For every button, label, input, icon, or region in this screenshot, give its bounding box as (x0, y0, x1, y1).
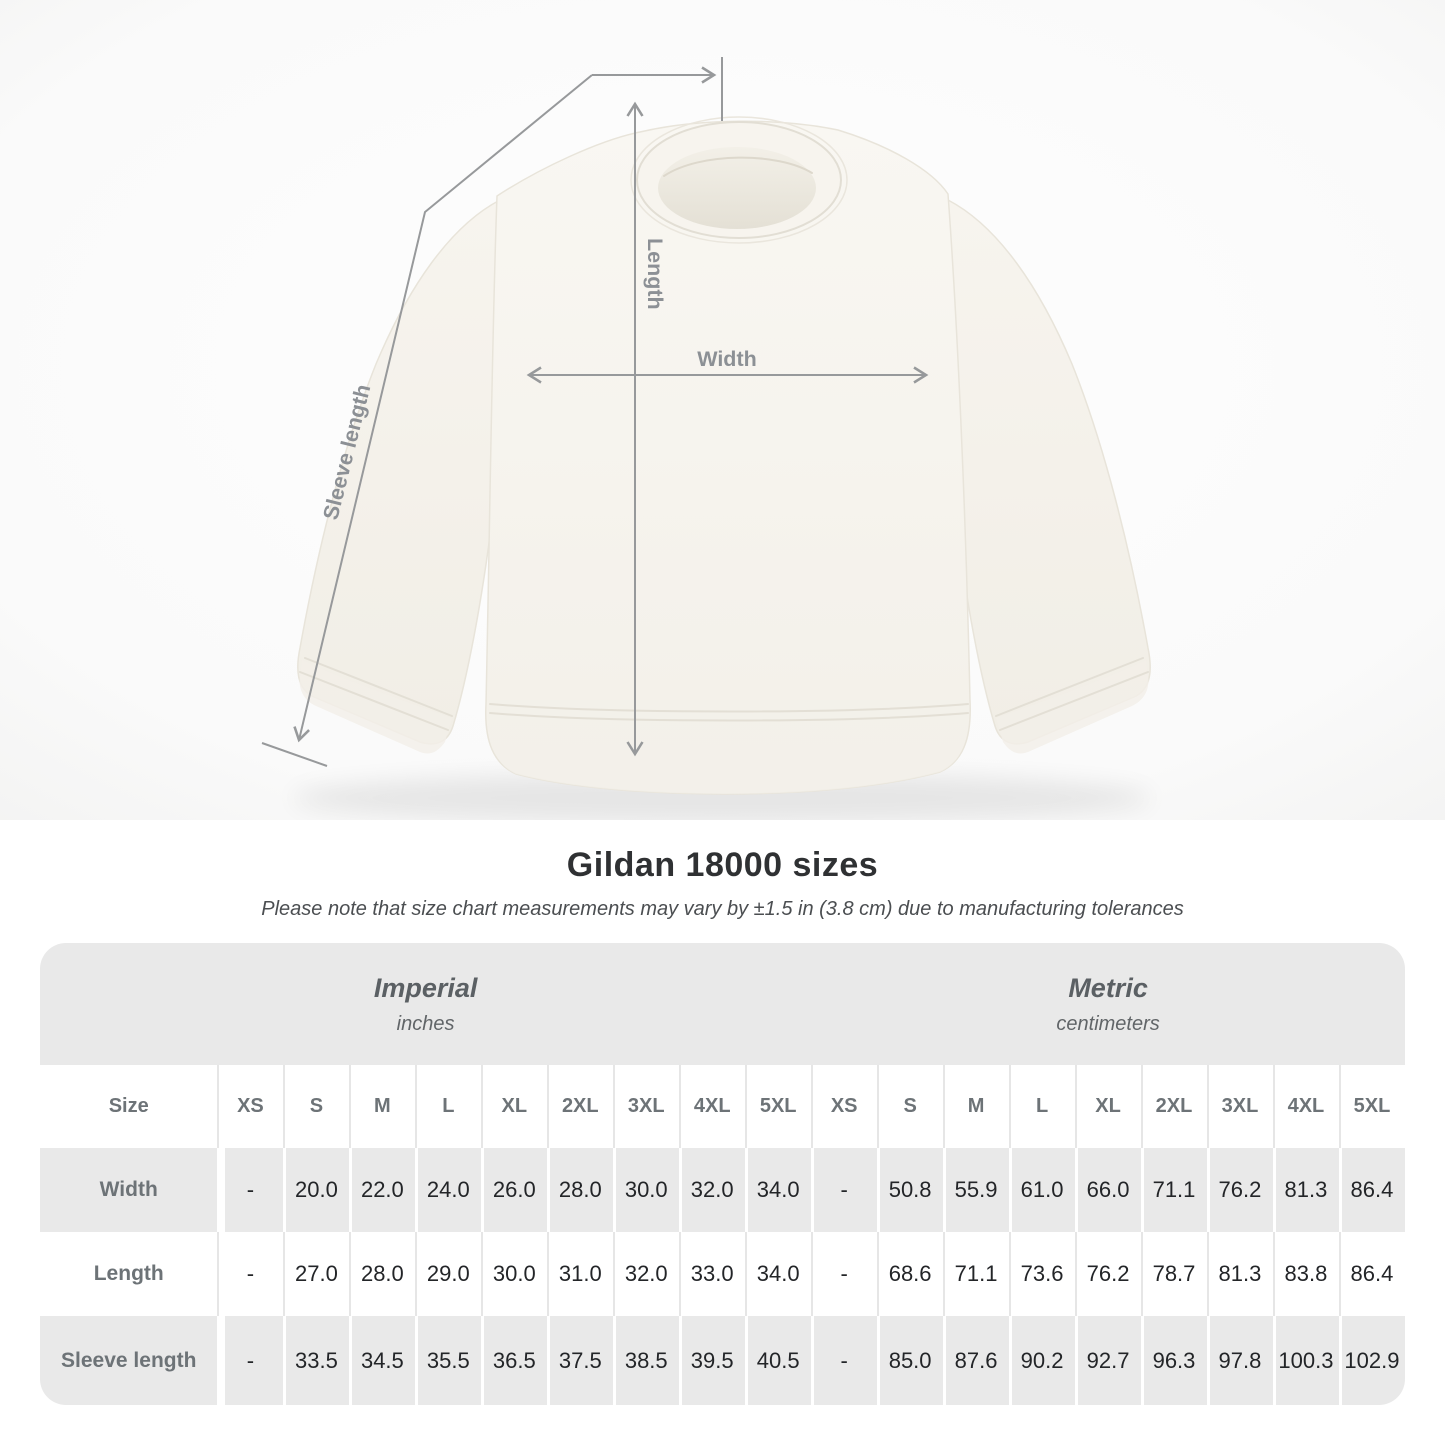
size-col-header: S (283, 1065, 349, 1148)
value-cell: 96.3 (1141, 1316, 1207, 1405)
value-cell: 39.5 (679, 1316, 745, 1405)
value-cell: 29.0 (415, 1232, 481, 1316)
value-cell: 34.5 (349, 1316, 415, 1405)
value-cell: - (811, 1232, 877, 1316)
metric-group-header (811, 943, 1405, 1065)
value-cell: 102.9 (1339, 1316, 1405, 1405)
value-cell: 92.7 (1075, 1316, 1141, 1405)
length-row (40, 1232, 1405, 1316)
size-table (40, 943, 1405, 1405)
size-col-header: 3XL (613, 1065, 679, 1148)
sleeve-length-label: Sleeve length (318, 381, 376, 523)
size-col-header: S (877, 1065, 943, 1148)
metric-unit-label: centimeters (1056, 1012, 1160, 1035)
value-cell: 90.2 (1009, 1316, 1075, 1405)
value-cell: 32.0 (613, 1232, 679, 1316)
size-table-container (40, 943, 1405, 1405)
imperial-unit-label: inches (396, 1012, 455, 1035)
unit-group-header-row (40, 943, 1405, 1065)
value-cell: 28.0 (547, 1148, 613, 1232)
value-cell: 30.0 (613, 1148, 679, 1232)
value-cell: 32.0 (679, 1148, 745, 1232)
value-cell: 35.5 (415, 1316, 481, 1405)
size-col-header: 5XL (1339, 1065, 1405, 1148)
size-col-header: L (415, 1065, 481, 1148)
value-cell: 55.9 (943, 1148, 1009, 1232)
size-header-row (40, 1065, 1405, 1148)
size-col-header: 2XL (547, 1065, 613, 1148)
value-cell: 87.6 (943, 1316, 1009, 1405)
width-label: Width (697, 347, 757, 371)
value-cell: 24.0 (415, 1148, 481, 1232)
length-label: Length (643, 238, 667, 310)
value-cell: - (217, 1232, 283, 1316)
size-col-header: L (1009, 1065, 1075, 1148)
value-cell: - (811, 1316, 877, 1405)
row-label: Length (40, 1232, 217, 1316)
size-col-header: M (349, 1065, 415, 1148)
size-col-header: XS (217, 1065, 283, 1148)
value-cell: 68.6 (877, 1232, 943, 1316)
value-cell: 97.8 (1207, 1316, 1273, 1405)
value-cell: 26.0 (481, 1148, 547, 1232)
value-cell: 31.0 (547, 1232, 613, 1316)
size-col-header: 3XL (1207, 1065, 1273, 1148)
metric-label: Metric (1068, 972, 1148, 1003)
size-col-header: XS (811, 1065, 877, 1148)
tolerance-note: Please note that size chart measurements may vary by ±1.5 in (3.8 cm) due to manufacturing tolerances (261, 898, 1184, 920)
value-cell: 83.8 (1273, 1232, 1339, 1316)
value-cell: 81.3 (1273, 1148, 1339, 1232)
value-cell: 78.7 (1141, 1232, 1207, 1316)
value-cell: 37.5 (547, 1316, 613, 1405)
value-cell: 28.0 (349, 1232, 415, 1316)
row-label: Sleeve length (40, 1316, 217, 1405)
size-col-header: XL (1075, 1065, 1141, 1148)
size-col-header: XL (481, 1065, 547, 1148)
value-cell: 76.2 (1075, 1232, 1141, 1316)
value-cell: - (217, 1148, 283, 1232)
value-cell: 86.4 (1339, 1148, 1405, 1232)
value-cell: 34.0 (745, 1148, 811, 1232)
value-cell: 71.1 (943, 1232, 1009, 1316)
value-cell: 86.4 (1339, 1232, 1405, 1316)
imperial-label: Imperial (373, 972, 478, 1003)
row-label: Width (40, 1148, 217, 1232)
size-col-header: 4XL (679, 1065, 745, 1148)
value-cell: 22.0 (349, 1148, 415, 1232)
value-cell: 61.0 (1009, 1148, 1075, 1232)
value-cell: 20.0 (283, 1148, 349, 1232)
value-cell: 81.3 (1207, 1232, 1273, 1316)
size-col-header: 4XL (1273, 1065, 1339, 1148)
width-row (40, 1148, 1405, 1232)
value-cell: 76.2 (1207, 1148, 1273, 1232)
value-cell: 38.5 (613, 1316, 679, 1405)
value-cell: 36.5 (481, 1316, 547, 1405)
value-cell: - (217, 1316, 283, 1405)
size-col-header: M (943, 1065, 1009, 1148)
size-col-header: 5XL (745, 1065, 811, 1148)
size-header: Size (40, 1065, 217, 1148)
imperial-group-header (40, 943, 811, 1065)
value-cell: - (811, 1148, 877, 1232)
sleeve-length-row (40, 1316, 1405, 1405)
value-cell: 50.8 (877, 1148, 943, 1232)
value-cell: 27.0 (283, 1232, 349, 1316)
size-col-header: 2XL (1141, 1065, 1207, 1148)
value-cell: 100.3 (1273, 1316, 1339, 1405)
value-cell: 33.5 (283, 1316, 349, 1405)
value-cell: 85.0 (877, 1316, 943, 1405)
value-cell: 30.0 (481, 1232, 547, 1316)
value-cell: 34.0 (745, 1232, 811, 1316)
value-cell: 66.0 (1075, 1148, 1141, 1232)
page-title: Gildan 18000 sizes (566, 846, 879, 884)
value-cell: 73.6 (1009, 1232, 1075, 1316)
value-cell: 33.0 (679, 1232, 745, 1316)
value-cell: 40.5 (745, 1316, 811, 1405)
value-cell: 71.1 (1141, 1148, 1207, 1232)
